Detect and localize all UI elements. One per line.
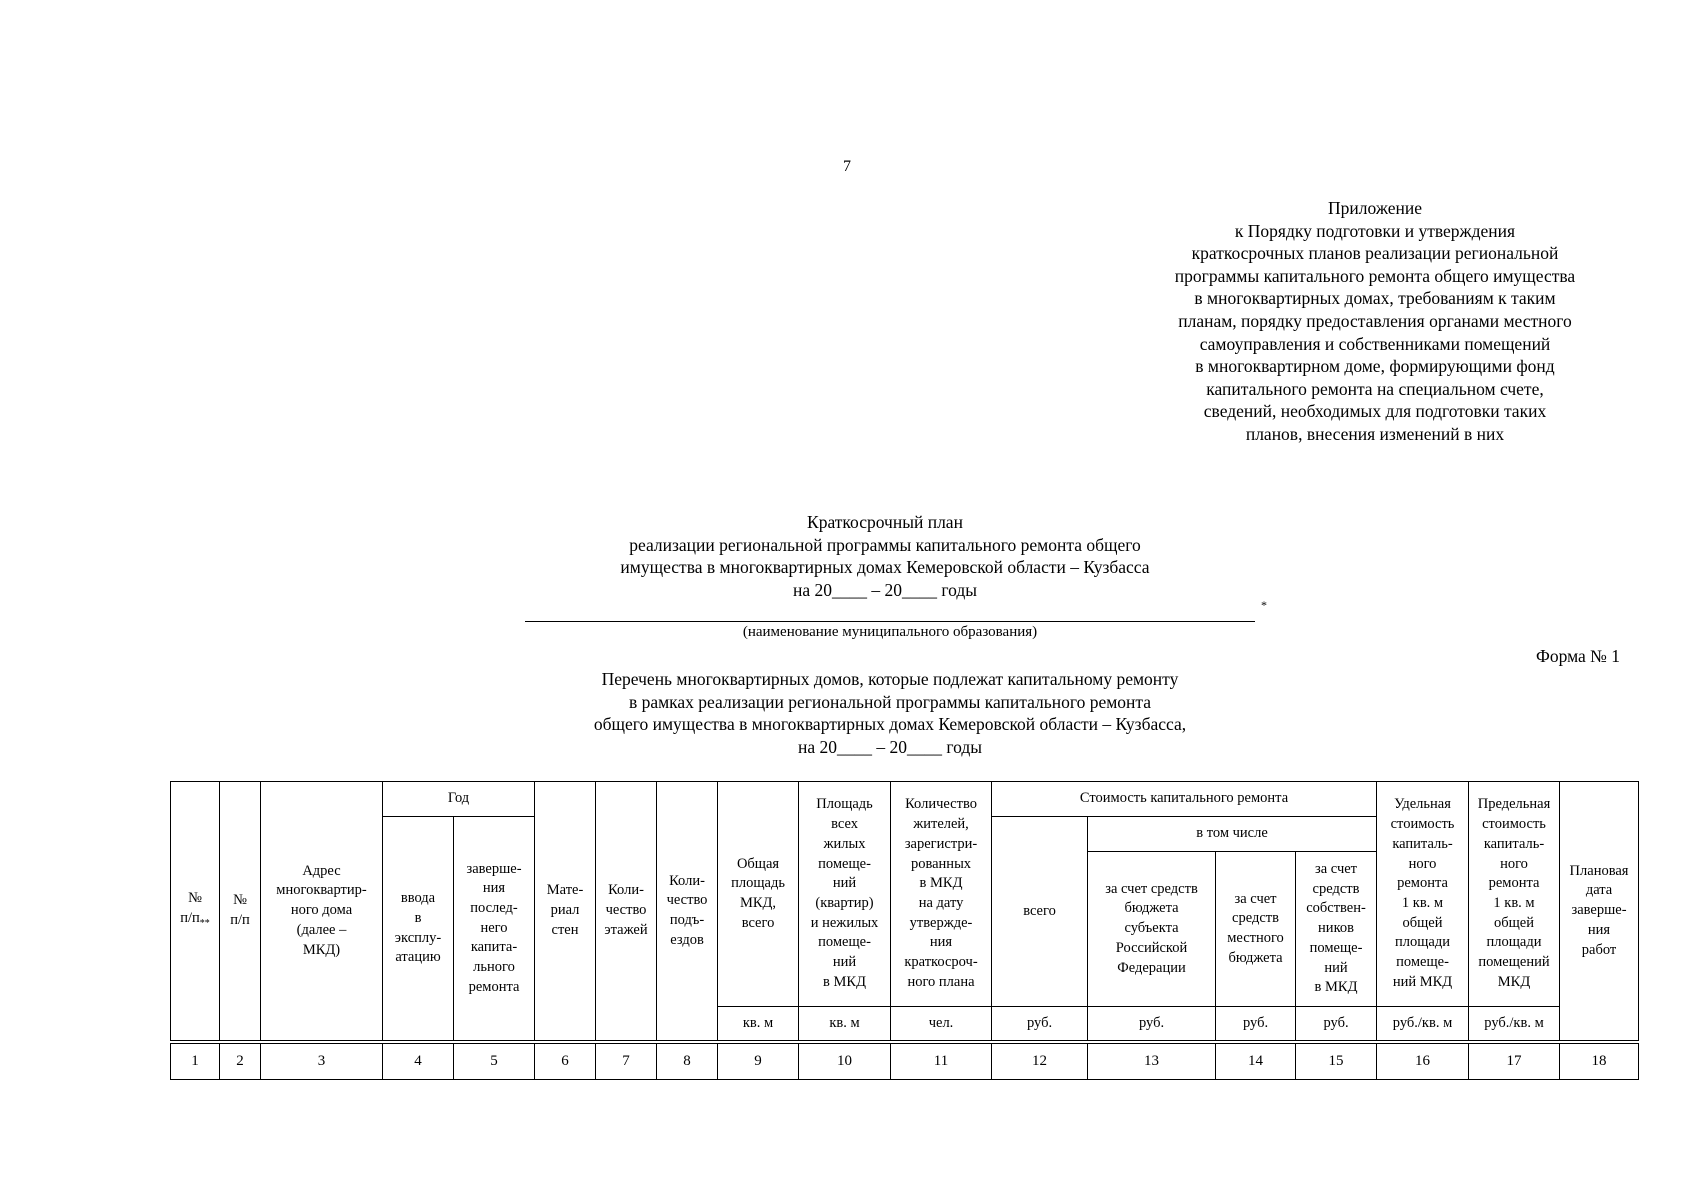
header-cell: за счет средств собствен- ников помеще- ний в МКД xyxy=(1296,852,1377,1007)
header-cell: заверше- ния послед- него капита- льного ремонта xyxy=(454,817,535,1041)
header-cell: Коли- чество этажей xyxy=(596,782,657,1041)
appendix-line: в многоквартирных домах, требованиям к таким xyxy=(1194,288,1556,309)
column-number-cell: 2 xyxy=(220,1044,261,1080)
header-group-including: в том числе xyxy=(1088,817,1377,852)
appendix-line: планам, порядку предоставления органами местного xyxy=(1178,310,1572,331)
list-title-line: Перечень многоквартирных домов, которые подлежат капитальному ремонту xyxy=(601,669,1179,689)
unit-cell: руб. xyxy=(1216,1007,1296,1041)
header-cell: ввода в эксплу- атацию xyxy=(383,817,454,1041)
list-title-line: в рамках реализации региональной программы капитального ремонта xyxy=(628,691,1152,712)
header-group-year: Год xyxy=(383,782,535,817)
form-number: Форма № 1 xyxy=(1536,646,1620,666)
houses-table xyxy=(170,781,1639,1080)
header-cell: Плановая дата заверше- ния работ xyxy=(1560,782,1639,1041)
column-number-cell: 5 xyxy=(454,1044,535,1080)
header-cell: Удельная стоимость капиталь- ного ремонта 1 кв. м общей площади помеще- ний МКД xyxy=(1377,782,1469,1007)
column-number-cell: 15 xyxy=(1296,1044,1377,1080)
list-title xyxy=(530,668,1250,758)
unit-cell: руб. xyxy=(992,1007,1088,1041)
column-number-cell: 16 xyxy=(1377,1044,1469,1080)
header-text: № п/п xyxy=(180,889,202,926)
appendix-note xyxy=(1145,197,1605,446)
unit-cell: руб. xyxy=(1296,1007,1377,1041)
header-cell: № п/п xyxy=(220,782,261,1041)
plan-title-line: на 20____ – 20____ годы xyxy=(792,579,978,600)
header-cell: Площадь всех жилых помеще- ний (квартир) и нежилых помеще- ний в МКД xyxy=(799,782,891,1007)
list-title-line: на 20____ – 20____ годы xyxy=(797,736,983,757)
appendix-line: программы капитального ремонта общего имущества xyxy=(1174,265,1576,286)
header-cell: Предельная стоимость капиталь- ного ремонта 1 кв. м общей площади помещений МКД xyxy=(1469,782,1560,1007)
appendix-line: краткосрочных планов реализации региональной xyxy=(1191,243,1559,264)
column-number-row xyxy=(171,1044,1639,1080)
column-number-cell: 14 xyxy=(1216,1044,1296,1080)
unit-cell: руб./кв. м xyxy=(1469,1007,1560,1041)
column-number-cell: 10 xyxy=(799,1044,891,1080)
unit-cell: кв. м xyxy=(718,1007,799,1041)
appendix-line: Приложение xyxy=(1328,198,1422,218)
plan-title-line: реализации региональной программы капитального ремонта общего xyxy=(629,534,1141,555)
header-cell: Мате- риал стен xyxy=(535,782,596,1041)
column-number-cell: 6 xyxy=(535,1044,596,1080)
plan-title xyxy=(560,511,1210,601)
column-number-cell: 12 xyxy=(992,1044,1088,1080)
column-number-cell: 3 xyxy=(261,1044,383,1080)
appendix-line: капитального ремонта на специальном счете, xyxy=(1206,378,1544,399)
column-number-cell: 11 xyxy=(891,1044,992,1080)
unit-cell: руб. xyxy=(1088,1007,1216,1041)
unit-cell: чел. xyxy=(891,1007,992,1041)
column-number-cell: 7 xyxy=(596,1044,657,1080)
header-cell: Коли- чество подъ- ездов xyxy=(657,782,718,1041)
header-cell: Адрес многоквартир- ного дома (далее – МКД) xyxy=(261,782,383,1041)
header-cell: за счет средств местного бюджета xyxy=(1216,852,1296,1007)
column-number-cell: 8 xyxy=(657,1044,718,1080)
column-number-cell: 13 xyxy=(1088,1044,1216,1080)
header-group-cost: Стоимость капитального ремонта xyxy=(992,782,1377,817)
unit-cell: руб./кв. м xyxy=(1377,1007,1469,1041)
appendix-line: самоуправления и собственниками помещений xyxy=(1199,333,1551,354)
plan-title-line: Краткосрочный план xyxy=(807,512,963,532)
appendix-line: планов, внесения изменений в них xyxy=(1245,423,1505,444)
header-cell: за счет средств бюджета субъекта Российской Федерации xyxy=(1088,852,1216,1007)
column-number-cell: 18 xyxy=(1560,1044,1639,1080)
appendix-line: к Порядку подготовки и утверждения xyxy=(1234,220,1516,241)
column-number-cell: 4 xyxy=(383,1044,454,1080)
header-cell: всего xyxy=(992,817,1088,1007)
list-title-line: общего имущества в многоквартирных домах Кемеровской области – Кузбасса, xyxy=(593,714,1187,734)
column-number-cell: 9 xyxy=(718,1044,799,1080)
footnote-asterisk: * xyxy=(1261,598,1267,612)
header-cell: Количество жителей, зарегистри- рованных в МКД на дату утвержде- ния краткосроч- ного плана xyxy=(891,782,992,1007)
municipality-fill-line xyxy=(525,621,1255,622)
appendix-line: сведений, необходимых для подготовки таких xyxy=(1203,401,1547,422)
column-number-cell: 17 xyxy=(1469,1044,1560,1080)
plan-title-line: имущества в многоквартирных домах Кемеровской области – Кузбасса xyxy=(620,557,1150,577)
header-cell: Общая площадь МКД, всего xyxy=(718,782,799,1007)
appendix-line: в многоквартирном доме, формирующими фонд xyxy=(1195,356,1555,377)
header-footnote-mark: ** xyxy=(199,917,210,929)
page-number: 7 xyxy=(843,158,851,175)
column-number-cell: 1 xyxy=(171,1044,220,1080)
header-cell xyxy=(171,782,220,1041)
municipality-caption: (наименование муниципального образования) xyxy=(742,624,1038,640)
unit-cell: кв. м xyxy=(799,1007,891,1041)
